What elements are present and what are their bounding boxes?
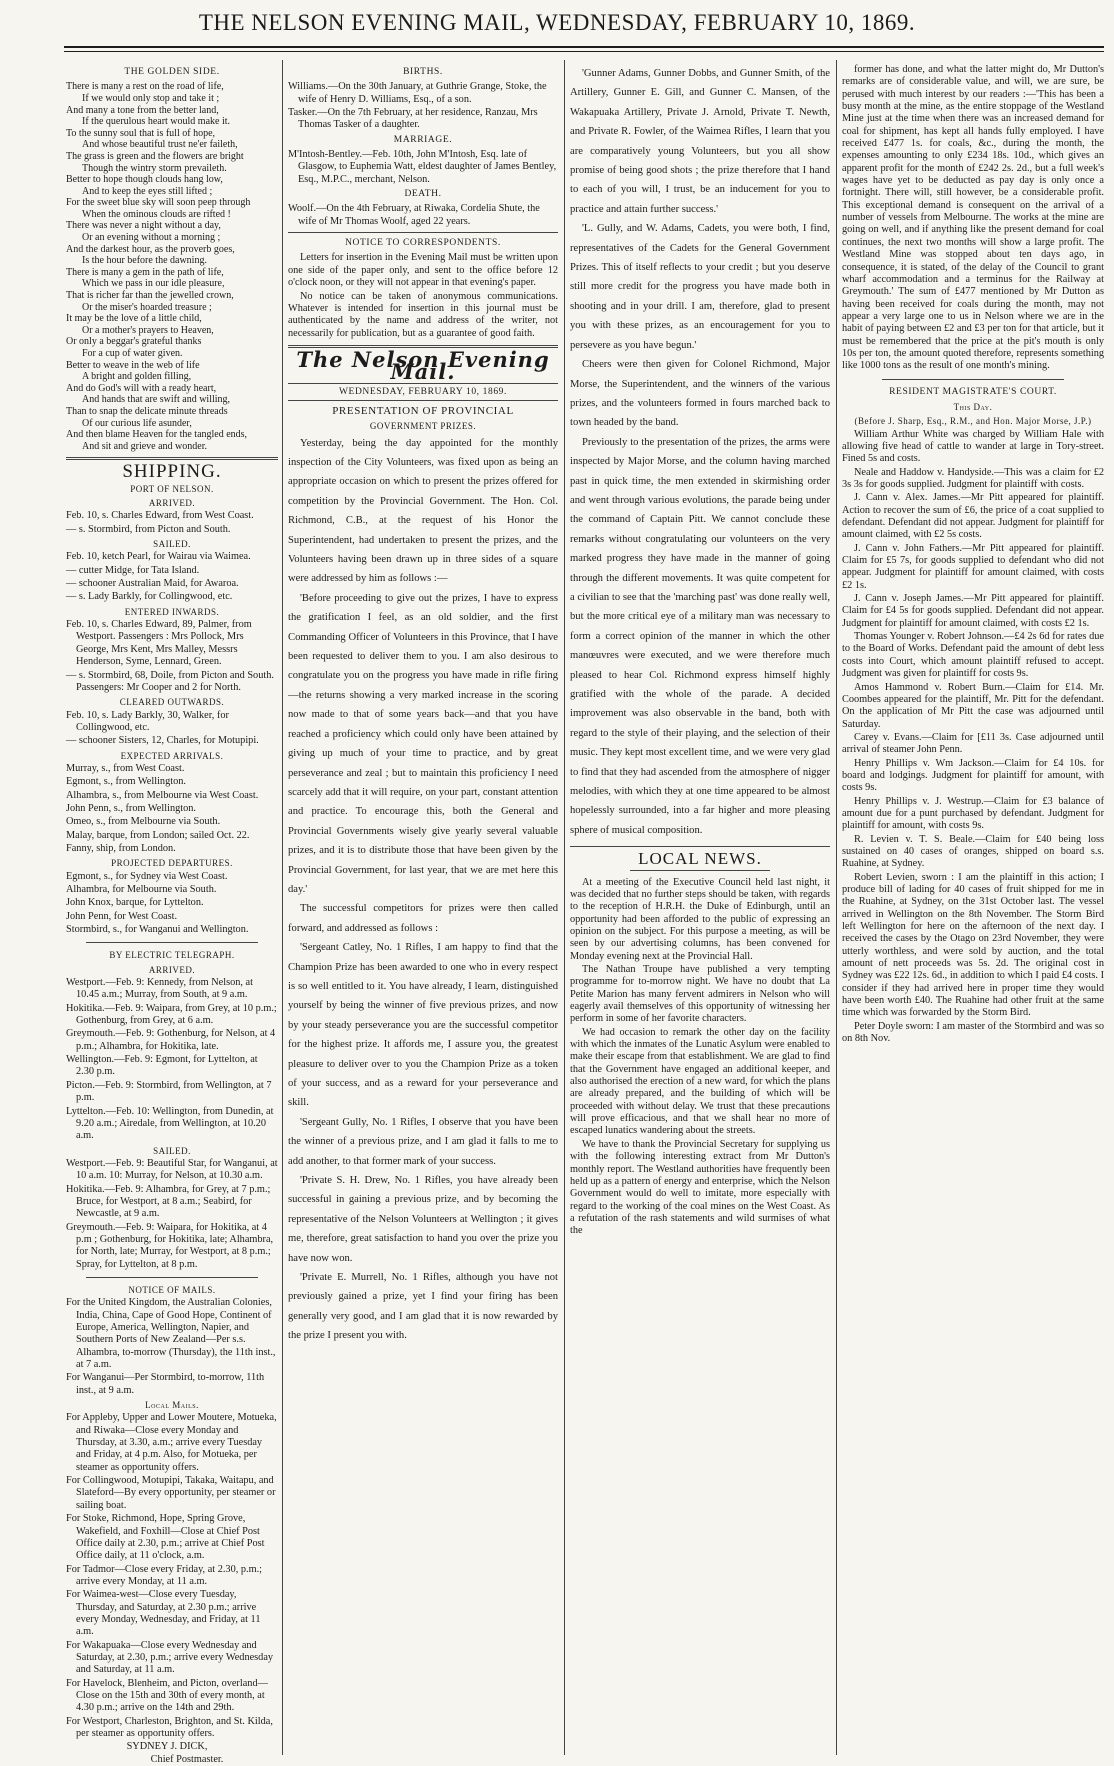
poem-line: And whose beautiful trust ne'er faileth, xyxy=(82,139,238,151)
poem-line: For a cup of water given. xyxy=(82,348,183,359)
paragraph: 'Sergeant Catley, No. 1 Rifles, I am happy to find that the Champion Prize has been awarded to one who in every respect is so well entitled to it. You have already, I learn, distinguished yourself by being the winner of five previous prizes, and now by your steady perseverance you are the successful competitor for the highest prize. It affords me, I assure you, the greatest pleasure to deliver over to you the Champion Prize as a token of your success, and as a reward for your perseverance and skill. xyxy=(288,942,558,1109)
list-entry: Hokitika.—Feb. 9: Alhambra, for Grey, at 7 p.m.; Bruce, for Westport, at 8 a.m.; Seabird, for Newcastle, at 9 a.m. xyxy=(66,1183,271,1220)
signature-title: Chief Postmaster. xyxy=(150,1753,224,1765)
local-mails-heading: Local Mails. xyxy=(145,1400,199,1411)
article-subtitle: GOVERNMENT PRIZES. xyxy=(369,421,477,432)
list-entry: For the United Kingdom, the Australian Colonies, India, China, Cape of Good Hope, Continent of Europe, America, Wellington, Napier, and Southern Ports of New Zealand—Per s.s. Alhambra, to-morrow (Thursday), the 11th inst., at 7 a.m. xyxy=(66,1297,276,1371)
poem-line: When the ominous clouds are rifted ! xyxy=(82,208,231,220)
court-heading: RESIDENT MAGISTRATE'S COURT. xyxy=(889,386,1057,397)
list-entry: John Penn, s., from Wellington. xyxy=(66,802,196,814)
list-entry: Egmont, s., from Wellington. xyxy=(66,776,186,788)
list-entry: For Waimea-west—Close every Tuesday, Thursday, and Saturday, at 2.30 p.m.; arrive every Monday, Wednesday, and Friday, at 11 a.m. xyxy=(66,1589,261,1638)
local-mails-list xyxy=(66,1412,278,1740)
list-entry: Alhambra, s., from Melbourne via West Coast. xyxy=(66,789,259,801)
paragraph: Peter Doyle sworn: I am master of the Stormbird and was so on 8th Nov. xyxy=(842,1020,1104,1045)
poem-title: THE GOLDEN SIDE. xyxy=(124,67,220,77)
death-heading: DEATH. xyxy=(404,189,442,200)
divider xyxy=(288,232,558,233)
poem-line: Of our curious life asunder, xyxy=(82,417,192,429)
poem-line: Better to weave in the web of life xyxy=(66,359,200,371)
list-entry: For Wanganui—Per Stormbird, to-morrow, 11th inst., at 9 a.m. xyxy=(66,1372,265,1396)
paragraph: J. Cann v. Joseph James.—Mr Pitt appeared for plaintiff. Claim for £4 5s for goods supplied. Defendant did not appear. Judgment for plaintiff for amount claimed, with costs £2 1s. xyxy=(842,593,1104,629)
list-entry: Westport.—Feb. 9: Beautiful Star, for Wanganui, at 10 a.m. 10: Murray, for Nelson, at 10.30 a.m. xyxy=(66,1157,278,1182)
list-entry: Stormbird, s., for Wanganui and Wellington. xyxy=(66,924,249,936)
article-continuation xyxy=(570,64,830,840)
poem-line: Or a mother's prayers to Heaven, xyxy=(82,324,214,336)
paragraph: former has done, and what the latter might do, Mr Dutton's remarks are of considerable value, and will, we are sure, be perused with much interest by our readers :—'This has been a busy month at the mine, as the entire stoppage of the Westland Mine just at the time when there was an increased demand for coal for shipment, has kept all hands fully employed. I have received £477 1s. for coals, &c., during the month, the expenses amounting to only £234 18s. 10d., which gives an apparent profit for the month of £242 2s. 2d., but a full week's wages have yet to be deducted as pay day is only once a fortnight. There will, still however, be a considerable profit. This exceptional demand is consequent on the arrival of a number of vessels from Melbourne. The works at the mine are going on well, and if anything like the present demand for coal continues, the next two months will show a large profit. The Westland Mine was stopped about ten days ago, in consequence, it is stated, of the delay of the Council to grant wharf accommodation and a terminus for the Railway at Greymouth.' The sum of £477 mentioned by Mr Dutton as having been received for coals during the month, may not appear a very large one to us in Nelson where we are in the habit of paying between £2 and £3 per ton for that article, but it must be remembered that the price at the pit's mouth is only 10s per ton, the amount quoted therefore, represents something like 1000 tons as the result of one month's mining. xyxy=(842,64,1104,372)
paragraph: We have to thank the Provincial Secretary for supplying us with the following interesting extract from Mr Dutton's monthly report. The Westland authorities have frequently been held up as a pattern of energy and enterprise, which the Nelson Government would do well to imitate, more especially with regard to the working of the coal mines on the West Coast. As a refutation of the rash statements and wild surmises of what the xyxy=(570,1138,830,1237)
list-entry: Feb. 10, s. Charles Edward, 89, Palmer, from Westport. Passengers : Mrs Pollock, Mrs George, Mrs Kent, Mrs Malley, Messrs Henderson, Syme, Lennard, Green. xyxy=(66,619,252,668)
column-rule xyxy=(836,60,837,1755)
tele-sailed-heading: SAILED. xyxy=(153,1145,191,1156)
poem-line: And the darkest hour, as the proverb goes, xyxy=(66,243,235,255)
poem-line: A bright and golden filling, xyxy=(82,371,192,383)
list-entry: Greymouth.—Feb. 9: Waipara, for Hokitika, at 4 p.m ; Gothenburg, for Hokitika, late; Alhambra, for North, late; Murray, for Westport, at 8 p.m.; Spray, for Lyttelton, at 8 p.m. xyxy=(66,1221,274,1270)
poem-line: Or only a beggar's grateful thanks xyxy=(66,336,202,348)
entered-list xyxy=(66,619,278,694)
shipping-heading: SHIPPING. xyxy=(122,461,222,483)
list-entry: For Westport, Charleston, Brighton, and St. Kilda, per steamer as opportunity offers. xyxy=(66,1715,273,1739)
poem-line: The grass is green and the flowers are bright xyxy=(66,150,244,162)
list-entry: — s. Lady Barkly, for Collingwood, etc. xyxy=(66,591,233,603)
court-bench: (Before J. Sharp, Esq., R.M., and Hon. Major Morse, J.P.) xyxy=(854,416,1092,427)
list-entry: Egmont, s., for Sydney via West Coast. xyxy=(66,870,228,882)
list-entry: John Penn, for West Coast. xyxy=(66,910,178,922)
divider xyxy=(882,379,1064,380)
list-entry: For Collingwood, Motupipi, Takaka, Waitapu, and Slateford—By every opportunity, per steamer or sailing boat. xyxy=(66,1475,276,1511)
mails-heading: NOTICE OF MAILS. xyxy=(128,1284,216,1295)
paragraph: Neale and Haddow v. Handyside.—This was a claim for £2 3s 3s for goods supplied. Judgment for plaintiff with costs. xyxy=(842,466,1104,490)
births-heading: BIRTHS. xyxy=(403,67,443,77)
list-entry: Feb. 10, s. Lady Barkly, 30, Walker, for Collingwood, etc. xyxy=(66,709,229,733)
paragraph: 'Before proceeding to give out the prizes, I have to express the gratification I feel, as an old soldier, and the first Commanding Officer of Volunteers in this Province, that I have been requested to deliver them to you. I am also desirous to congratulate you on the progress you have made in rifle firing—the returns showing a very marked increase in the scoring now made to that of some years back—and that you have reached a proficiency which could only have been attained by giving up much of your time to practice, and by great perseverance and zeal ; but to maintain this proficiency I need scarcely add that it will require, on your part, constant attention and practice. To encourage this, both the General and Provincial Governments wisely give yearly several valuable prizes, and it is to distribute those that have been given by the Provincial Government, for last year, that we are met here this day.' xyxy=(288,592,558,895)
poem-line: And do God's will with a ready heart, xyxy=(66,382,217,394)
dutton-report xyxy=(842,64,1104,373)
tele-arrived-heading: ARRIVED. xyxy=(148,964,196,975)
list-entry: For Wakapuaka—Close every Wednesday and Saturday, at 2.30, p.m.; arrive every Wednesday and Saturday, at 11 a.m. xyxy=(66,1639,274,1676)
column-rule xyxy=(282,60,283,1755)
arrived-heading: ARRIVED. xyxy=(148,498,196,509)
list-entry: For Havelock, Blenheim, and Picton, overland—Close on the 15th and 30th of every month, at 4.30 p.m.; arrive on the 14th and 29th. xyxy=(66,1677,268,1714)
poem-line: Is the hour before the dawning. xyxy=(82,255,207,267)
local-news-heading: LOCAL NEWS. xyxy=(638,849,762,869)
poem-line: That is richer far than the jewelled crown, xyxy=(66,290,234,302)
list-entry: Malay, barque, from London; sailed Oct. 22. xyxy=(66,829,250,841)
poem-line: Better to hope though clouds hang low, xyxy=(66,174,223,186)
divider xyxy=(66,457,278,460)
divider xyxy=(630,870,770,871)
list-entry: For Appleby, Upper and Lower Moutere, Motueka, and Riwaka—Close every Monday and Thursday, at 3.30, a.m.; arrive every Tuesday and Friday, at 4 p.m. Also, for Motueka, per steamer as opportunity offers. xyxy=(66,1412,277,1473)
entered-heading: ENTERED INWARDS. xyxy=(124,606,220,617)
list-entry: For Tadmor—Close every Friday, at 2.30, p.m.; arrive every Monday, at 11 a.m. xyxy=(66,1563,263,1587)
divider xyxy=(570,846,830,847)
poem-line: Which we pass in our idle pleasure, xyxy=(82,278,225,290)
divider xyxy=(86,942,258,943)
paragraph: 'Private S. H. Drew, No. 1 Rifles, you have already been successful in gaining a previous prize, and by becoming the representative of the Nelson Volunteers at Wellington ; it gives me, therefore, great satisfaction to hand you over the prize you have now won. xyxy=(288,1175,558,1264)
column-1 xyxy=(66,64,278,1765)
expected-heading: EXPECTED ARRIVALS. xyxy=(120,750,224,761)
notice-paragraph: No notice can be taken of anonymous communications. Whatever is intended for insertion in this journal must be authenticated by the name and address of the writer, not necessarily for publication, but as a guarantee of good faith. xyxy=(288,290,558,339)
paragraph: The Nathan Troupe have published a very tempting programme for to-morrow night. We have no doubt that La Petite Marion has many fervent admirers in Nelson who will eagerly avail themselves of this opportunity of witnessing her perform in some of her favorite characters. xyxy=(570,964,830,1025)
column-4 xyxy=(842,64,1104,1754)
poem-line: Though the wintry storm prevaileth. xyxy=(82,162,227,174)
poem-line: If the querulous heart would make it. xyxy=(82,116,231,128)
list-entry: — schooner Australian Maid, for Awaroa. xyxy=(66,578,239,590)
local-news-body xyxy=(570,877,830,1238)
paragraph: Robert Levien, sworn : I am the plaintiff in this action; I produce bill of lading for 40 cases of fruit shipped for me in the Ruahine, at Sydney, on the 31st October last. The vessel arrived in Wellington on the 8th November. The Storm Bird left Wellington for here on the afternoon of the next day. I received the cases by the Otago on 23rd November, they were utterly worthless, and were sold by auction, and the total amount of nett proceeds was 5s. 2d. The original cost in Sydney was £22 12s. 6d., in addition to which I paid £4 costs. I consider if they had arrived here in proper time they would have been worth £40. The Ruahine had other fruit at the same time which was forwarded by the Storm Bird. xyxy=(842,871,1104,1019)
list-entry: Fanny, ship, from London. xyxy=(66,842,176,854)
column-rule xyxy=(564,60,565,1755)
list-entry: Picton.—Feb. 9: Stormbird, from Wellington, at 7 p.m. xyxy=(66,1079,272,1104)
cleared-list xyxy=(66,710,278,748)
expected-list xyxy=(66,763,278,855)
poem-line: There was never a night without a day, xyxy=(66,220,221,232)
poem-line: Or an evening without a morning ; xyxy=(82,232,221,244)
poem xyxy=(66,81,278,452)
poem-line: There is many a gem in the path of life, xyxy=(66,266,224,278)
paragraph: J. Cann v. John Fathers.—Mr Pitt appeared for plaintiff. Claim for £5 7s, for goods supplied to defendant who did not appear. Judgment for plaintiff for amount claimed, with costs £2 1s. xyxy=(842,542,1104,591)
list-entry: Williams.—On the 30th January, at Guthrie Grange, Stoke, the wife of Henry D. Williams, Esq., of a son. xyxy=(288,81,547,105)
poem-line: There is many a rest on the road of life, xyxy=(66,81,224,93)
sailed-list xyxy=(66,551,278,603)
list-entry: — schooner Sisters, 12, Charles, for Motupipi. xyxy=(66,735,259,747)
list-entry: Wellington.—Feb. 9: Egmont, for Lyttelton, at 2.30 p.m. xyxy=(66,1054,258,1078)
poem-line: To the sunny soul that is full of hope, xyxy=(66,127,216,139)
signature: SYDNEY J. DICK, xyxy=(126,1741,208,1753)
paragraph: Carey v. Evans.—Claim for [£11 3s. Case adjourned until arrival of steamer John Penn. xyxy=(842,731,1104,756)
paragraph: 'L. Gully, and W. Adams, Cadets, you were both, I find, representatives of the Cadets for the General Government Prizes. This of itself reflects to your credit ; but you deserve still more credit for the progress you have made both in shooting and in your drill. I am, therefore, glad to present you with these prizes, as an encouragement for you to persevere as you have begun.' xyxy=(570,223,830,351)
dateline: WEDNESDAY, FEBRUARY 10, 1869. xyxy=(288,383,558,401)
list-entry: Feb. 10, s. Charles Edward, from West Coast. xyxy=(66,510,254,522)
court-cases xyxy=(842,429,1104,1046)
paragraph: 'Sergeant Gully, No. 1 Rifles, I observe that you have been the winner of a previous prize, and I am glad it falls to me to add another, to that former mark of your success. xyxy=(288,1116,558,1167)
list-entry: — cutter Midge, for Tata Island. xyxy=(66,564,200,576)
poem-line: And hands that are swift and willing, xyxy=(82,394,231,406)
paragraph: Henry Phillips v. Wm Jackson.—Claim for £4 10s. for board and lodgings. Judgment for plaintiff for amount, with costs 9s. xyxy=(842,757,1104,794)
arrived-list xyxy=(66,510,278,536)
port-heading: PORT OF NELSON. xyxy=(130,483,214,494)
masthead: THE NELSON EVENING MAIL, WEDNESDAY, FEBRUARY 10, 1869. xyxy=(198,10,916,35)
paragraph: We had occasion to remark the other day on the facility with which the inmates of the Lunatic Asylum were enabled to make their escape from that establishment. We are glad to find that the Government have engaged an additional keeper, and also authorised the erection of a new ward, for which the plans are already prepared, and the building of which will be proceeded with without delay. We trust that these precautions will prove efficacious, and that we shall hear no more of escaped lunatics wandering about the streets. xyxy=(570,1026,830,1137)
article-title: PRESENTATION OF PROVINCIAL xyxy=(332,404,514,417)
notice-paragraph: Letters for insertion in the Evening Mail must be written upon one side of the paper only, and sent to the office before 12 o'clock noon, or they will not appear in that evening's paper. xyxy=(288,252,558,289)
article-body xyxy=(288,434,558,1346)
list-entry: Omeo, s., from Melbourne via South. xyxy=(66,816,221,828)
notice-heading: NOTICE TO CORRESPONDENTS. xyxy=(345,238,501,249)
list-entry: — s. Stormbird, from Picton and South. xyxy=(66,523,231,535)
mails-list xyxy=(66,1297,278,1397)
divider xyxy=(86,1277,258,1278)
poem-line: If we would only stop and take it ; xyxy=(82,92,220,104)
paragraph: J. Cann v. Alex. James.—Mr Pitt appeared for plaintiff. Action to recover the sum of £6, the price of a coat supplied to defendant. Defendant did not appear. Judgment for plaintiff for amount claimed, with £2 5s costs. xyxy=(842,492,1104,541)
paragraph: 'Private E. Murrell, No. 1 Rifles, although you have not previously gained a prize, yet I find your firing has been generally very good, and I am glad that it is now rewarded by the prize I present you with. xyxy=(288,1272,558,1342)
poem-line: And then blame Heaven for the tangled ends, xyxy=(66,429,248,441)
masthead-rule-thin xyxy=(64,51,1104,52)
projected-heading: PROJECTED DEPARTURES. xyxy=(111,858,233,869)
list-entry: Feb. 10, ketch Pearl, for Wairau via Waimea. xyxy=(66,551,251,563)
telegraph-heading: BY ELECTRIC TELEGRAPH. xyxy=(109,950,235,961)
paragraph: Yesterday, being the day appointed for the monthly inspection of the City Volunteers, was fixed upon as being an appropriate occasion on which to present the prizes offered for competition by the Provincial Government. The Hon. Col. Richmond, C.B., at the request of his Honor the Superintendent, had undertaken to present the prizes, and the Volunteers having been drawn up in three sides of a square were addressed by him as follows :— xyxy=(288,437,558,585)
list-entry: For Stoke, Richmond, Hope, Spring Grove, Wakefield, and Foxhill—Close at Chief Post Office daily at 2.30, p.m.; arrive at Chief Post Office daily, at 11 o'clock, a.m. xyxy=(66,1513,265,1562)
paragraph: Henry Phillips v. J. Westrup.—Claim for £3 balance of amount due for a punt purchased by defendant. Judgment for plaintiff for amount, with costs 9s. xyxy=(842,795,1104,832)
poem-line: For the sweet blue sky will soon peep through xyxy=(66,197,251,209)
list-entry: Murray, s., from West Coast. xyxy=(66,762,185,774)
column-2 xyxy=(288,64,558,1754)
poem-line: And to keep the eyes still lifted ; xyxy=(82,185,213,197)
court-day: This Day. xyxy=(953,401,993,412)
masthead-rule xyxy=(64,46,1104,48)
paragraph: The successful competitors for prizes were then called forward, and addressed as follows : xyxy=(288,903,558,934)
poem-line: And many a tone from the better land, xyxy=(66,104,219,116)
paragraph: Cheers were then given for Colonel Richmond, Major Morse, the Superintendent, and the winners of the various prizes, and the volunteers formed in fours marched back to town headed by the band. xyxy=(570,359,830,429)
poem-line: Or the miser's hoarded treasure ; xyxy=(82,301,212,313)
poem-line: It may be the love of a little child, xyxy=(66,313,202,325)
death-notice: Woolf.—On the 4th February, at Riwaka, Cordelia Shute, the wife of Mr Thomas Woolf, aged 22 years. xyxy=(288,203,540,227)
paragraph: Amos Hammond v. Robert Burn.—Claim for £14. Mr. Coombes appeared for the plaintiff, Mr. Pitt for the defendant. On the application of Mr Pitt the case was adjourned until Saturday. xyxy=(842,681,1104,730)
births-list xyxy=(288,81,558,131)
projected-list xyxy=(66,871,278,937)
paragraph: Thomas Younger v. Robert Johnson.—£4 2s 6d for rates due to the Board of Works. Defendant paid the amount of debt less costs into Court, which amount plaintiff refused to accept. Judgment was given for plaintiff for costs 9s. xyxy=(842,631,1104,680)
poem-line: Than to snap the delicate minute threads xyxy=(66,405,228,417)
list-entry: Alhambra, for Melbourne via South. xyxy=(66,884,217,895)
sailed-heading: SAILED. xyxy=(153,539,191,550)
paragraph: At a meeting of the Executive Council held last night, it was decided that no further steps should be taken, with regards to the reception of H.R.H. the Duke of Edinburgh, until an opportunity had been afforded to the public of expressing an opinion on the subject. For this purpose a meeting, as will be seen by our advertising columns, has been convened for Monday evening next at the Provincial Hall. xyxy=(570,876,830,962)
tele-sailed-list xyxy=(66,1158,278,1271)
list-entry: Tasker.—On the 7th February, at her residence, Ranzau, Mrs Thomas Tasker of a daughter. xyxy=(288,107,538,131)
paper-name: The Nelson Evening Mail. xyxy=(296,346,550,385)
paragraph: 'Gunner Adams, Gunner Dobbs, and Gunner Smith, of the Artillery, Gunner E. Gill, and Gunner C. Mansen, of the Wakapuaka Artillery, Private J. Arnold, Private T. Newth, and Private R. Fowler, of the Waimea Rifles, I learn that you are comparatively young Volunteers, but you all show promise of being good shots ; the prize therefore that I hand to each of you will, I trust, be an inducement for you to practice and attain further success.' xyxy=(570,68,830,215)
paragraph: Previously to the presentation of the prizes, the arms were inspected by Major Morse, and the column having marched past in quick time, the men extended in skirmishing order and went through various evolutions, the parade being under the command of Captain Pitt. We cannot conclude these remarks without congratulating our volunteers on the very marked progress they have made in the manner of going through the different movements. It was quite competent for a civilian to see that the 'marching past' was done really well, but the more critical eye of a military man was necessary to form a correct opinion of the manner in which the other manœuvres were executed, and we were therefore much pleased to hear Col. Richmond express himself highly gratified with the whole of the parade. A decided improvement was also observable in the band, both with regard to the style of their playing, and the selection of their music. They kept most excellent time, and we were very glad to find that they had ascended from the atmosphere of nigger melodies, with which they at one time appeared to be almost hopelessly surrounded, into a far higher and more pleasing sphere of musical composition. xyxy=(570,436,830,836)
poem-line: And sit and grieve and wonder. xyxy=(82,440,207,452)
column-3 xyxy=(570,64,830,1754)
marriage-heading: MARRIAGE. xyxy=(393,134,453,145)
list-entry: Lyttelton.—Feb. 10: Wellington, from Dunedin, at 9.20 a.m.; Airedale, from Wellington, at 10.20 a.m. xyxy=(66,1105,274,1142)
list-entry: Hokitika.—Feb. 9: Waipara, from Grey, at 10 p.m.; Gothenburg, from Grey, at 6 a.m. xyxy=(66,1002,277,1027)
list-entry: — s. Stormbird, 68, Doile, from Picton and South. Passengers: Mr Cooper and 2 for North. xyxy=(66,669,274,693)
marriage-notice: M'Intosh-Bentley.—Feb. 10th, John M'Intosh, Esq. late of Glasgow, to Euphemia Watt, eldest daughter of James Bentley, Esq., M.P.C., merchant, Nelson. xyxy=(288,149,557,185)
list-entry: Greymouth.—Feb. 9: Gothenburg, for Nelson, at 4 p.m.; Alhambra, for Hokitika, late. xyxy=(66,1028,276,1052)
tele-arrived-list xyxy=(66,977,278,1142)
paragraph: R. Levien v. T. S. Beale.—Claim for £40 being loss sustained on 40 cases of oranges, shipped on board s.s. Ruahine, at Sydney. xyxy=(842,833,1104,870)
cleared-heading: CLEARED OUTWARDS. xyxy=(119,697,225,708)
list-entry: John Knox, barque, for Lyttelton. xyxy=(66,897,204,909)
list-entry: Westport.—Feb. 9: Kennedy, from Nelson, at 10.45 a.m.; Murray, from South, at 9 a.m. xyxy=(66,977,253,1001)
paragraph: William Arthur White was charged by William Hale with allowing five head of cattle to wander at large in Tory-street. Fined 5s and costs. xyxy=(842,428,1104,465)
